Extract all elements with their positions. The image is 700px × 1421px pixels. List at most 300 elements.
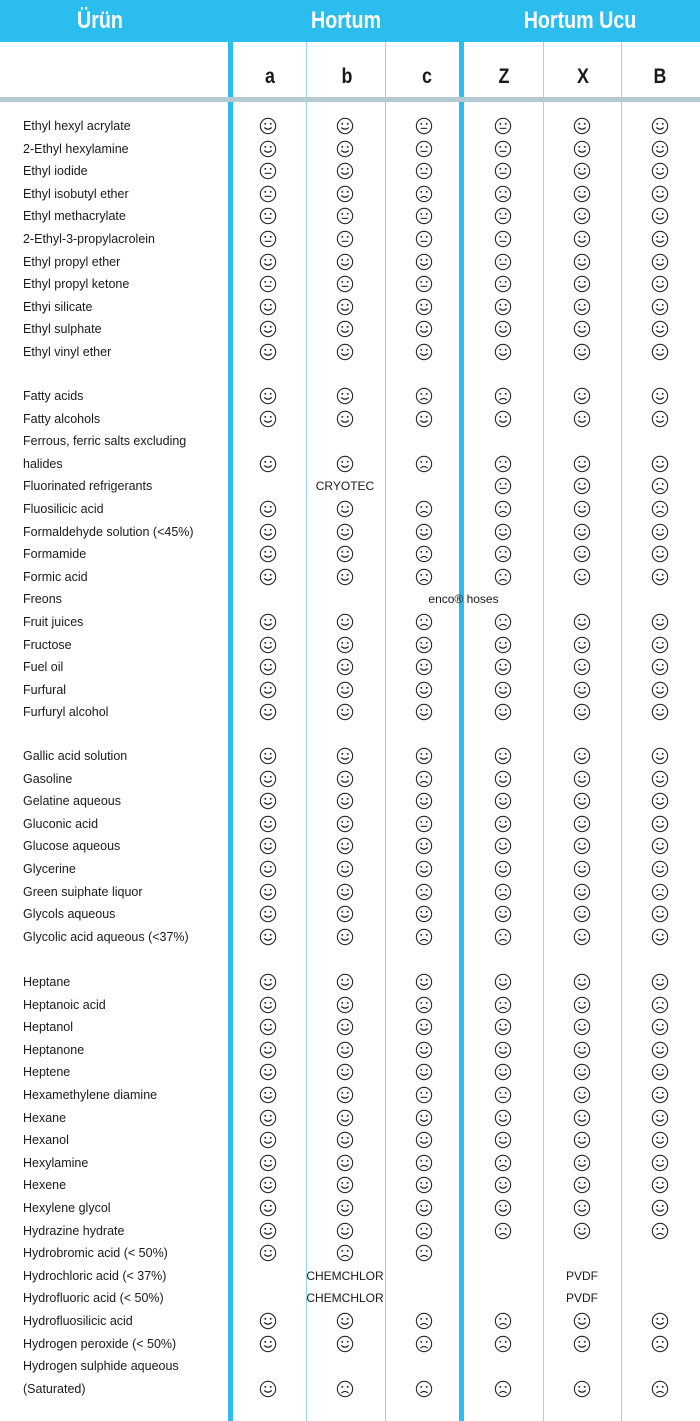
smiley-face-icon — [651, 815, 669, 833]
smiley-face-icon — [573, 1380, 591, 1398]
neutral-face-icon — [336, 207, 354, 225]
row-label: Freons — [23, 592, 62, 607]
smiley-face-icon — [259, 343, 277, 361]
smiley-face-icon — [415, 343, 433, 361]
smiley-face-icon — [573, 883, 591, 901]
row-label: Formic acid — [23, 569, 88, 584]
smiley-face-icon — [494, 658, 512, 676]
smiley-face-icon — [415, 253, 433, 271]
smiley-face-icon — [651, 973, 669, 991]
smiley-face-icon — [651, 613, 669, 631]
neutral-face-icon — [415, 1086, 433, 1104]
smiley-face-icon — [259, 837, 277, 855]
row-label: Hexamethylene diamine — [23, 1088, 158, 1102]
smiley-face-icon — [651, 905, 669, 923]
neutral-face-icon — [259, 230, 277, 248]
smiley-face-icon — [336, 568, 354, 586]
sad-face-icon — [494, 613, 512, 631]
neutral-face-icon — [415, 140, 433, 158]
smiley-face-icon — [259, 636, 277, 654]
column-divider — [228, 42, 233, 1421]
smiley-face-icon — [336, 523, 354, 541]
smiley-face-icon — [494, 1041, 512, 1059]
smiley-face-icon — [415, 703, 433, 721]
sad-face-icon — [494, 387, 512, 405]
smiley-face-icon — [494, 1109, 512, 1127]
neutral-face-icon — [494, 253, 512, 271]
smiley-face-icon — [494, 973, 512, 991]
sad-face-icon — [415, 883, 433, 901]
smiley-face-icon — [259, 681, 277, 699]
smiley-face-icon — [336, 1199, 354, 1217]
row-label: Hydrazine hydrate — [23, 1223, 125, 1238]
smiley-face-icon — [415, 298, 433, 316]
row-label: Ethyi silicate — [23, 299, 93, 314]
smiley-face-icon — [415, 1199, 433, 1217]
row-label: Hydrofluosilicic acid — [23, 1314, 133, 1328]
smiley-face-icon — [336, 703, 354, 721]
smiley-face-icon — [651, 1312, 669, 1330]
smiley-face-icon — [494, 1199, 512, 1217]
smiley-face-icon — [494, 815, 512, 833]
neutral-face-icon — [336, 275, 354, 293]
smiley-face-icon — [415, 636, 433, 654]
smiley-face-icon — [336, 973, 354, 991]
row-label: Fluorinated refrigerants — [23, 479, 153, 494]
row-label: 2-Ethyl-3-propylacrolein — [23, 232, 156, 246]
row-label: Heptene — [23, 1065, 71, 1080]
neutral-face-icon — [494, 140, 512, 158]
smiley-face-icon — [573, 523, 591, 541]
row-label: Ethyl isobutyl ether — [23, 186, 129, 201]
smiley-face-icon — [573, 636, 591, 654]
smiley-face-icon — [651, 1176, 669, 1194]
smiley-face-icon — [336, 860, 354, 878]
smiley-face-icon — [336, 681, 354, 699]
smiley-face-icon — [336, 837, 354, 855]
smiley-face-icon — [336, 636, 354, 654]
smiley-face-icon — [336, 1131, 354, 1149]
sad-face-icon — [494, 1154, 512, 1172]
smiley-face-icon — [259, 770, 277, 788]
smiley-face-icon — [573, 500, 591, 518]
smiley-face-icon — [336, 298, 354, 316]
sad-face-icon — [651, 996, 669, 1014]
smiley-face-icon — [415, 1018, 433, 1036]
smiley-face-icon — [651, 792, 669, 810]
smiley-face-icon — [651, 1018, 669, 1036]
sad-face-icon — [494, 1312, 512, 1330]
row-label: Ferrous, ferric salts excluding — [23, 434, 187, 449]
sad-face-icon — [494, 1222, 512, 1240]
smiley-face-icon — [415, 860, 433, 878]
smiley-face-icon — [259, 928, 277, 946]
smiley-face-icon — [573, 928, 591, 946]
smiley-face-icon — [651, 928, 669, 946]
row-label: Heptanoic acid — [23, 997, 106, 1012]
smiley-face-icon — [336, 1109, 354, 1127]
smiley-face-icon — [494, 1018, 512, 1036]
smiley-face-icon — [415, 837, 433, 855]
smiley-face-icon — [651, 523, 669, 541]
smiley-face-icon — [336, 320, 354, 338]
smiley-face-icon — [651, 1199, 669, 1217]
smiley-face-icon — [336, 883, 354, 901]
smiley-face-icon — [651, 117, 669, 135]
row-label: Ethyl propyl ether — [23, 254, 121, 269]
sad-face-icon — [415, 387, 433, 405]
smiley-face-icon — [651, 387, 669, 405]
smiley-face-icon — [573, 973, 591, 991]
smiley-face-icon — [415, 1109, 433, 1127]
smiley-face-icon — [336, 1041, 354, 1059]
smiley-face-icon — [494, 1131, 512, 1149]
smiley-face-icon — [651, 207, 669, 225]
neutral-face-icon — [415, 117, 433, 135]
smiley-face-icon — [259, 1018, 277, 1036]
smiley-face-icon — [573, 117, 591, 135]
row-label: halides — [23, 456, 63, 471]
row-label: Hexanol — [23, 1133, 69, 1148]
smiley-face-icon — [494, 837, 512, 855]
row-label: Gelatine aqueous — [23, 794, 121, 809]
smiley-face-icon — [336, 1176, 354, 1194]
smiley-face-icon — [494, 770, 512, 788]
smiley-face-icon — [415, 320, 433, 338]
smiley-face-icon — [651, 568, 669, 586]
smiley-face-icon — [651, 253, 669, 271]
smiley-face-icon — [573, 1154, 591, 1172]
smiley-face-icon — [573, 207, 591, 225]
sad-face-icon — [651, 1335, 669, 1353]
sad-face-icon — [336, 1380, 354, 1398]
row-label: Glycolic acid aqueous (<37%) — [23, 929, 189, 944]
smiley-face-icon — [415, 973, 433, 991]
smiley-face-icon — [494, 636, 512, 654]
neutral-face-icon — [494, 117, 512, 135]
smiley-face-icon — [336, 162, 354, 180]
smiley-face-icon — [494, 860, 512, 878]
smiley-face-icon — [494, 410, 512, 428]
smiley-face-icon — [651, 837, 669, 855]
smiley-face-icon — [415, 747, 433, 765]
smiley-face-icon — [415, 1131, 433, 1149]
smiley-face-icon — [651, 1154, 669, 1172]
smiley-face-icon — [336, 747, 354, 765]
smiley-face-icon — [651, 162, 669, 180]
smiley-face-icon — [573, 185, 591, 203]
row-label: Ethyl iodide — [23, 164, 88, 179]
smiley-face-icon — [259, 320, 277, 338]
row-label: Fatty alcohols — [23, 411, 101, 426]
smiley-face-icon — [259, 792, 277, 810]
neutral-face-icon — [415, 207, 433, 225]
smiley-face-icon — [259, 298, 277, 316]
neutral-face-icon — [336, 230, 354, 248]
smiley-face-icon — [573, 298, 591, 316]
smiley-face-icon — [651, 658, 669, 676]
sad-face-icon — [415, 1222, 433, 1240]
neutral-face-icon — [494, 1086, 512, 1104]
sad-face-icon — [494, 500, 512, 518]
neutral-face-icon — [415, 815, 433, 833]
smiley-face-icon — [259, 1199, 277, 1217]
sad-face-icon — [651, 500, 669, 518]
hose-type-note: PVDF — [565, 1268, 598, 1283]
smiley-face-icon — [573, 1131, 591, 1149]
smiley-face-icon — [494, 298, 512, 316]
smiley-face-icon — [336, 1018, 354, 1036]
smiley-face-icon — [336, 253, 354, 271]
sad-face-icon — [415, 770, 433, 788]
row-label: Fluosilicic acid — [23, 502, 104, 516]
smiley-face-icon — [573, 1312, 591, 1330]
sad-face-icon — [415, 455, 433, 473]
sub-column-b2: B — [653, 65, 667, 88]
sad-face-icon — [651, 1222, 669, 1240]
row-label: Green suiphate liquor — [23, 884, 143, 899]
row-label: Glycerine — [23, 862, 76, 876]
smiley-face-icon — [336, 500, 354, 518]
row-label: Hydrochloric acid (< 37%) — [23, 1268, 167, 1283]
smiley-face-icon — [651, 1086, 669, 1104]
smiley-face-icon — [573, 703, 591, 721]
smiley-face-icon — [259, 500, 277, 518]
sad-face-icon — [494, 928, 512, 946]
smiley-face-icon — [259, 1176, 277, 1194]
smiley-face-icon — [573, 905, 591, 923]
smiley-face-icon — [336, 1086, 354, 1104]
smiley-face-icon — [494, 747, 512, 765]
sub-column-c: c — [422, 65, 432, 88]
smiley-face-icon — [259, 568, 277, 586]
smiley-face-icon — [651, 545, 669, 563]
smiley-face-icon — [573, 1063, 591, 1081]
row-label: Gasoline — [23, 771, 73, 786]
smiley-face-icon — [259, 253, 277, 271]
smiley-face-icon — [573, 996, 591, 1014]
row-label: Glycols aqueous — [23, 907, 116, 922]
smiley-face-icon — [651, 770, 669, 788]
sad-face-icon — [415, 500, 433, 518]
neutral-face-icon — [415, 162, 433, 180]
smiley-face-icon — [259, 1335, 277, 1353]
sad-face-icon — [494, 883, 512, 901]
smiley-face-icon — [573, 681, 591, 699]
sad-face-icon — [415, 185, 433, 203]
row-label: Furfural — [23, 682, 67, 697]
sub-column-x: X — [577, 65, 589, 88]
smiley-face-icon — [259, 613, 277, 631]
row-label: Ethyl hexyl acrylate — [23, 119, 131, 133]
row-label: Fruit juices — [23, 615, 84, 629]
smiley-face-icon — [259, 747, 277, 765]
smiley-face-icon — [336, 455, 354, 473]
smiley-face-icon — [494, 1176, 512, 1194]
smiley-face-icon — [573, 747, 591, 765]
smiley-face-icon — [651, 1063, 669, 1081]
smiley-face-icon — [651, 410, 669, 428]
smiley-face-icon — [336, 1154, 354, 1172]
row-label: (Saturated) — [23, 1381, 86, 1396]
smiley-face-icon — [336, 117, 354, 135]
neutral-face-icon — [494, 477, 512, 495]
smiley-face-icon — [336, 343, 354, 361]
smiley-face-icon — [573, 1222, 591, 1240]
smiley-face-icon — [336, 140, 354, 158]
neutral-face-icon — [259, 162, 277, 180]
smiley-face-icon — [415, 1063, 433, 1081]
hose-type-note: enco® hoses — [428, 592, 499, 607]
sub-column-b: b — [341, 65, 353, 88]
smiley-face-icon — [573, 1041, 591, 1059]
column-header-hose-end: Hortum Ucu — [523, 7, 637, 34]
smiley-face-icon — [259, 117, 277, 135]
smiley-face-icon — [573, 1176, 591, 1194]
sad-face-icon — [494, 568, 512, 586]
smiley-face-icon — [651, 747, 669, 765]
sad-face-icon — [415, 1154, 433, 1172]
neutral-face-icon — [494, 275, 512, 293]
sad-face-icon — [415, 613, 433, 631]
smiley-face-icon — [494, 905, 512, 923]
sad-face-icon — [415, 568, 433, 586]
smiley-face-icon — [651, 455, 669, 473]
smiley-face-icon — [573, 613, 591, 631]
smiley-face-icon — [259, 703, 277, 721]
row-label: Hexene — [23, 1178, 67, 1193]
smiley-face-icon — [259, 1109, 277, 1127]
smiley-face-icon — [336, 792, 354, 810]
smiley-face-icon — [494, 681, 512, 699]
smiley-face-icon — [573, 1199, 591, 1217]
neutral-face-icon — [494, 207, 512, 225]
row-label: Heptanone — [23, 1042, 85, 1057]
row-label: Hydrofluoric acid (< 50%) — [23, 1291, 164, 1306]
sad-face-icon — [415, 928, 433, 946]
smiley-face-icon — [259, 523, 277, 541]
row-label: Fuel oil — [23, 660, 64, 675]
smiley-face-icon — [336, 928, 354, 946]
smiley-face-icon — [415, 523, 433, 541]
smiley-face-icon — [573, 815, 591, 833]
smiley-face-icon — [651, 1041, 669, 1059]
smiley-face-icon — [573, 320, 591, 338]
row-label: Fructose — [23, 637, 72, 652]
smiley-face-icon — [573, 455, 591, 473]
neutral-face-icon — [259, 207, 277, 225]
smiley-face-icon — [651, 230, 669, 248]
row-label: Hydrogen peroxide (< 50%) — [23, 1336, 177, 1351]
neutral-face-icon — [415, 230, 433, 248]
row-label: Formaldehyde solution (<45%) — [23, 524, 194, 539]
sub-column-a: a — [265, 65, 275, 88]
smiley-face-icon — [336, 1222, 354, 1240]
smiley-face-icon — [336, 658, 354, 676]
smiley-face-icon — [259, 1041, 277, 1059]
column-divider — [385, 42, 386, 1421]
smiley-face-icon — [336, 185, 354, 203]
smiley-face-icon — [336, 770, 354, 788]
sad-face-icon — [415, 1244, 433, 1262]
smiley-face-icon — [573, 1109, 591, 1127]
smiley-face-icon — [651, 320, 669, 338]
smiley-face-icon — [415, 658, 433, 676]
hose-type-note: CHEMCHLOR — [306, 1268, 384, 1283]
smiley-face-icon — [651, 860, 669, 878]
header-divider — [0, 97, 700, 102]
smiley-face-icon — [259, 860, 277, 878]
smiley-face-icon — [651, 1131, 669, 1149]
sad-face-icon — [651, 477, 669, 495]
sad-face-icon — [415, 1335, 433, 1353]
column-divider — [459, 42, 464, 1421]
smiley-face-icon — [415, 792, 433, 810]
smiley-face-icon — [336, 613, 354, 631]
smiley-face-icon — [573, 568, 591, 586]
sad-face-icon — [336, 1244, 354, 1262]
sad-face-icon — [651, 1380, 669, 1398]
smiley-face-icon — [259, 1154, 277, 1172]
smiley-face-icon — [259, 1312, 277, 1330]
smiley-face-icon — [651, 343, 669, 361]
smiley-face-icon — [573, 140, 591, 158]
smiley-face-icon — [651, 636, 669, 654]
row-label: Glucose aqueous — [23, 839, 121, 854]
smiley-face-icon — [573, 1086, 591, 1104]
neutral-face-icon — [259, 275, 277, 293]
row-label: Hydrobromic acid (< 50%) — [23, 1246, 168, 1261]
hose-type-note: CRYOTEC — [315, 479, 375, 494]
smiley-face-icon — [336, 1063, 354, 1081]
smiley-face-icon — [259, 545, 277, 563]
smiley-face-icon — [336, 905, 354, 923]
smiley-face-icon — [573, 792, 591, 810]
smiley-face-icon — [259, 140, 277, 158]
smiley-face-icon — [573, 837, 591, 855]
neutral-face-icon — [415, 275, 433, 293]
hose-type-note: CHEMCHLOR — [306, 1291, 384, 1306]
smiley-face-icon — [259, 1063, 277, 1081]
smiley-face-icon — [573, 275, 591, 293]
smiley-face-icon — [259, 1380, 277, 1398]
smiley-face-icon — [415, 681, 433, 699]
smiley-face-icon — [415, 1176, 433, 1194]
smiley-face-icon — [573, 477, 591, 495]
smiley-face-icon — [573, 230, 591, 248]
smiley-face-icon — [651, 681, 669, 699]
smiley-face-icon — [573, 410, 591, 428]
column-header-product: Ürün — [77, 7, 123, 34]
smiley-face-icon — [259, 905, 277, 923]
row-label: Ethyl vinyl ether — [23, 345, 112, 359]
smiley-face-icon — [494, 703, 512, 721]
row-label: 2-Ethyl hexylamine — [23, 141, 129, 156]
smiley-face-icon — [259, 410, 277, 428]
smiley-face-icon — [651, 298, 669, 316]
row-label: Formamide — [23, 547, 87, 562]
column-divider — [306, 42, 307, 1421]
sad-face-icon — [494, 455, 512, 473]
smiley-face-icon — [494, 343, 512, 361]
row-label: Heptane — [23, 975, 71, 989]
smiley-face-icon — [336, 410, 354, 428]
row-label: Ethyl sulphate — [23, 322, 102, 337]
column-header-hose: Hortum — [311, 7, 381, 34]
neutral-face-icon — [259, 185, 277, 203]
smiley-face-icon — [259, 1244, 277, 1262]
smiley-face-icon — [573, 770, 591, 788]
